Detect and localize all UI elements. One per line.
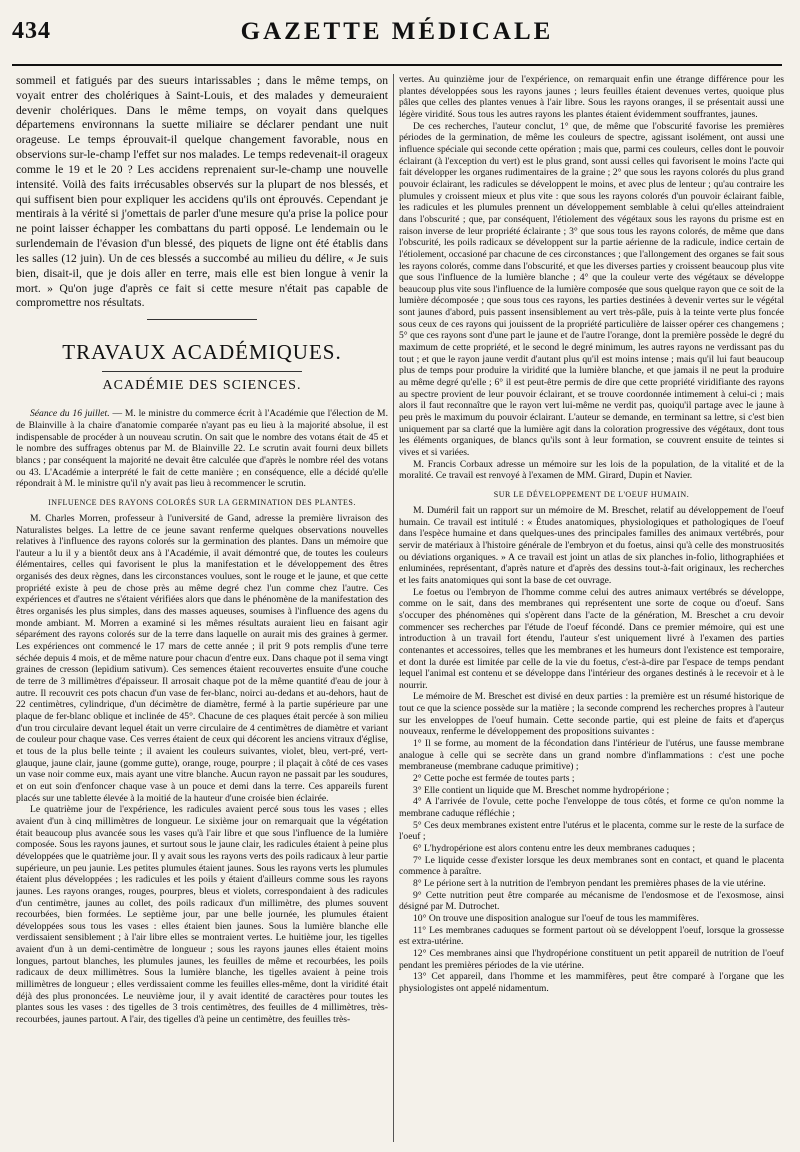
column-divider	[393, 74, 394, 1142]
continued-paragraph-right: vertes. Au quinzième jour de l'expérience, on remarquait enfin une étrange différence pour les plantes développées sous les rayons jaunes ; leurs feuilles étaient devenues vertes, quoique plus pâles que celles des plantes venues à l'air libre. Sous les rayons oranges, il se présentait aussi une légère viridité. Sous tous les autres rayons les plantes étaient évidemment souffrantes, jaunes.	[399, 74, 784, 120]
oeuf-title: SUR LE DÉVELOPPEMENT DE L'OEUF HUMAIN.	[493, 489, 690, 499]
morren-paragraph-1: M. Charles Morren, professeur à l'université de Gand, adresse la première livraison des Naturalistes belges. La lettre de ce jeune savant renferme quelques observations nouvelles relatives à l'influence des rayons colorés sur la germination des plantes. Dans un mémoire que l'auteur a lu il y a bientôt deux ans à l'Académie, il avait démontré que, de toutes les couleurs élémentaires, celles qui favorisent le plus la manifestation et le développement des êtres organisés des deux règnes, dans les circonstances voulues, sont le rouge et le jaune, et que cette propriété existe à peu de chose près au même degré chez l'un comme chez l'autre. Ces expériences et d'autres ne s'étaient vérifiées alors que dans le phénomène de la manifestation des êtres organisés les plus simples, dans des masses aqueuses, soumises à l'influence des agens du monde ambiant. M. Morren a examiné si les mêmes résultats auraient lieu en faisant agir séparément des rayons colorés sur de la terre dans laquelle on aurait mis des graines à germer. Les expériences ont commencé le 17 mars de cette année ; il prit 9 pots remplis d'une terre séchée depuis 4 mois, et de même nature pour chacun d'entre eux. Dans chaque pot il sema vingt graines de cresson (lepidium sativum). Ces semences étaient recouvertes ensuite d'une couche de terre de 3 millimètres d'épaisseur. Il arrosait chaque pot de la même quantité d'eau de jour à autre. Il recouvrit ces pots chacun d'un vase de fer-blanc, noirci au-dedans et au-dehors, haut de 22 centimètres, cylindrique, d'un décimètre de diamètre, fermé à la partie supérieure par une plaque de fer-blanc oblique et inclinée de 45°. Chacune de ces plaques était percée à son milieu d'un trou circulaire devant lequel était un verre circulaire de 4 centimètres de diamètre et variant de couleur pour chaque vase. Ces verres étaient de ceux qui décorent les anciens vitraux d'église, et tous de la plus belle teinte ; il avaient les couleurs suivantes, violet, bleu, vert-pré, vert-glauque, jaune clair, jaune (gomme gutte), orange, rouge, pourpre ; il plaçait à côté de ces vases un vase noir comme eux, mais ayant une vitre blanche. Aucun rayon ne passait par les soudures, et on eut soin d'enfoncer chaque vase à un pouce et demi dans la terre. Ces appareils furent placés sur une tablette élevée à la moitié de la hauteur d'une croisée bien éclairée.	[16, 512, 388, 804]
journal-title: GAZETTE MÉDICALE	[240, 18, 554, 45]
proposition-item: 4° A l'arrivée de l'ovule, cette poche l'enveloppe de tous côtés, et forme ce qu'on nomme la membrane caduque réfléchie ;	[399, 796, 784, 820]
corbaux-paragraph: M. Francis Corbaux adresse un mémoire sur les lois de la population, de la vitalité et de la moralité. Ce travail est renvoyé à l'examen de MM. Girard, Dupin et Navier.	[399, 458, 784, 482]
header-rule	[12, 64, 782, 66]
right-column	[399, 74, 784, 1142]
seance-paragraph	[16, 408, 388, 490]
proposition-item: 9° Cette nutrition peut être comparée au mécanisme de l'endosmose et de l'exosmose, ainsi désigné par M. Dutrochet.	[399, 889, 784, 913]
separator-rule	[147, 319, 257, 320]
proposition-item: 6° L'hydropérione est alors contenu entre les deux membranes caduques ;	[413, 843, 696, 854]
proposition-item: 3° Elle contient un liquide que M. Breschet nomme hydropérione ;	[413, 784, 670, 796]
influence-title: INFLUENCE DES RAYONS COLORÉS SUR LA GERMINATION DES PLANTES.	[48, 497, 356, 507]
left-column	[16, 74, 388, 1142]
proposition-item: 13° Cet appareil, dans l'homme et les mammifères, peut être comparé à l'organe que les physiologistes ont appelé nidamentum.	[399, 971, 784, 994]
section-title: TRAVAUX ACADÉMIQUES.	[62, 340, 342, 365]
proposition-item: 12° Ces membranes ainsi que l'hydropérione constituent un petit appareil de nutrition de l'oeuf pendant les premières périodes de la vie utérine.	[399, 947, 784, 971]
section-underline	[102, 371, 302, 372]
memoire-paragraph: Le mémoire de M. Breschet est divisé en deux parties : la première est un résumé historique de tout ce que la science possède sur la matière ; la seconde comprend les recherches propres à l'auteur sur les enveloppes de l'oeuf humain. Cette seconde partie, qui est pleine de faits et d'aperçus nouveaux, renferme le développement des propositions suivantes :	[399, 691, 784, 738]
conclusions-paragraph: De ces recherches, l'auteur conclut, 1° que, de même que l'obscurité favorise les premières périodes de la germination, de même les couleurs de spectre, agissant isolément, ont aussi une influence spéciale qui seconde cette opération ; mais que, parmi ces couleurs, celles dont le pouvoir éclairant (à l'exception du vert) est le plus grand, sont aussi celles qui favorisent le moins l'acte qui fait développer les organes rudimentaires de la graine ; 2° que sous les rayons colorés du plus grand pouvoir éclairant, les radicules se développent le moins, et avec plus de lenteur ; qu'au contraire les plumules y croissent mieux et plus vite : que sous les rayons colorés d'un pouvoir éclairant faible, les radicules et les plumules prennent un développement semblable à celui qu'elles atteindraient dans l'obscurité ; que, par conséquent, l'étiolement des végétaux sous les rayons du prisme est en raison inverse de leur propriété éclairante ; 3° que sous tous les rayons colorés, de même que dans l'obscurité, les poils radicaux se développent sur la partie aérienne de la radicule, indice certain de l'étiolement, occasioné par chacune de ces circonstances ; que l'allongement des organes se fait sous les rayons colorés, comme dans l'obscurité, et que les diverses parties y croissent beaucoup plus vite que sous l'influence de la lumière blanche ; 4° que la couleur verte des végétaux se développe beaucoup plus vite sous l'influence de la lumière composée que sous quelque rayon que ce soit de la lumière décomposée ; que sous tous ces rayons, les parties destinées à devenir vertes sur le végétal sont jaunes d'abord, puis passent insensiblement au vert très-pâle, puis à la teinte verte plus foncée sous ceux de ces rayons qui jouissent de la propriété particulière de laisser opérer ces changemens ; 5° que ces rayons sont d'une part le jaune et de l'autre l'orange, dont la première possède le degré du maximum de cette propriété, et le second le degré minimum, les autres rayons ne verdissant pas du tout ; et que le rayon jaune verdit d'autant plus qu'il est moins intense ; mais qu'il lui faut beaucoup plus de temps pour produire la viridité que la lumière blanche, et que jamais il ne peut la produire au même degré qu'elle ; 6° il est peut-être permis de dire que cette propriété viridifiante des rayons au spectre provient de leur pouvoir éclairant, et se trouve coordonnée intimement à celui-ci ; mais alors il faut reconnaître que le rayon vert lui-même ne verdit pas, quoiqu'il partage avec le jaune à peu près le maximum du pouvoir éclairant. L'auteur se demande, en terminant sa lettre, si c'est bien uniquement par sa clarté que la lumière agit dans la coloration progressive des végétaux, dont tous les éléments organiques, de blancs qu'ils sont à leur formation, se couvrent ensuite de teintes si vives et si variées.	[399, 120, 784, 458]
dumeril-paragraph: M. Duméril fait un rapport sur un mémoire de M. Breschet, relatif au développement de l'oeuf humain. Ce travail est intitulé : « Études anatomiques, physiologiques et pathologiques de l'oeuf dans l'espèce humaine et dans quelques-unes des principales familles des animaux vertébrés, pour servir de matériaux à l'histoire générale de l'embryon et du foetus, ainsi qu'à celle des monstruosités ou déviations organiques. » A ce travail est joint un atlas de six planches in-folio, lithographiées et enluminées, représentant, d'après nature et d'après des dessins tout-à-fait originaux, les recherches et les faits anatomiques qui sont la base de cet ouvrage.	[399, 504, 784, 586]
seance-text: — M. le ministre du commerce écrit à l'Académie que l'élection de M. de Blainville à la chaire d'anatomie comparée n'ayant pas eu lieu à la majorité absolue, il est indispensable de procéder à un nouveau scrutin. On sait que le nombre des votans était de 45 et le nombre des suffrages obtenus par M. de Blainville 22. Le scrutin avait fourni deux billets blancs ; par conséquent la majorité ne devait être calculée que d'après le nombre réel des votans ou 43. L'Académie a interprété le fait de cette manière ; en conséquence, elle a décidé qu'elle répondrait à M. le ministre qu'il n'y avait pas lieu à recommencer le scrutin.	[16, 408, 388, 490]
proposition-item: 5° Ces deux membranes existent entre l'utérus et le placenta, comme sur le reste de la surface de l'oeuf ;	[399, 819, 784, 843]
propositions-list	[399, 738, 784, 994]
page-header	[12, 18, 782, 58]
page-number: 434	[12, 18, 51, 44]
section-subtitle: ACADÉMIE DES SCIENCES.	[102, 378, 302, 394]
continued-paragraph: sommeil et fatigués par des sueurs intarissables ; dans le même temps, on voyait entrer des cholériques à Saint-Louis, et des malades y demeuraient devenir cholériques. Dans le même temps, on voyait dans quelques départemens environnans la suette miliaire se déclarer pendant une nuit orageuse. Le temps éprouvait-il quelque changement favorable, nous en observions sur-le-champ l'effet sur nos malades. Le temps redevenait-il orageux comme le 19 et le 20 ? Les accidens reprenaient sur-le-champ une nouvelle intensité. Voilà des faits irrécusables observés sur la plupart de nos blessés, et qui suffisent bien pour expliquer les accidens qu'ils ont éprouvés. Cependant je mentirais à la vérité si j'omettais de parler d'une mesure qu'a prise la police pour ne point laisser échapper les combattans du parti opposé. Le lendemain ou le surlendemain de l'évasion d'un blessé, des piquets de ligne ont été établis dans les salles (12 juin). Un de ces blessés a succombé au milieu du délire, « Je suis bien, disait-il, que je dois aller en terre, mais elle est bien longue à venir la mort. » Qu'on juge d'après ce fait si cette mesure n'était pas capable de compromettre nos résultats.	[16, 74, 388, 310]
foetus-paragraph: Le foetus ou l'embryon de l'homme comme celui des autres animaux vertébrés se développe, comme on le sait, dans des membranes qui représentent une sorte de coque ou d'oeuf. Sans s'occuper des phénomènes qui s'opèrent dans l'acte de la génération, M. Breschet a cru devoir commencer ses recherches par l'étude de l'oeuf fécondé. Dans ce premier mémoire, qui est une introduction à un travail fort étendu, l'auteur s'est uniquement livré à l'examen des parties contenantes et accessoires, telles que les membranes et les humeurs dont l'existence est temporaire, et dont la durée est limitée par celle de la vie du foetus, c'est-à-dire par l'espace de temps pendant lequel l'animal est contenu et se développe dans l'intérieur des organes destinés à le recevoir et à le nourrir.	[399, 586, 784, 691]
proposition-item: 1° Il se forme, au moment de la fécondation dans l'intérieur de l'utérus, une fausse membrane analogue à celle qui se secrète dans un grand nombre d'inflammations : c'est une poche membraneuse (membrane caduque primitive) ;	[399, 738, 784, 773]
proposition-item: 2° Cette poche est fermée de toutes parts ;	[413, 773, 575, 785]
proposition-item: 8° Le périone sert à la nutrition de l'embryon pendant les premières phases de la vie utérine.	[413, 877, 766, 889]
proposition-item: 11° Les membranes caduques se forment partout où se développent l'oeuf, lorsque la grossesse est extra-utérine.	[399, 924, 784, 948]
proposition-item: 7° Le liquide cesse d'exister lorsque les deux membranes sont en contact, et quand le placenta commence à paraître.	[399, 854, 784, 878]
proposition-item: 10° On trouve une disposition analogue sur l'oeuf de tous les mammifères.	[413, 912, 699, 924]
seance-lead: Séance du 16 juillet.	[30, 408, 110, 420]
morren-paragraph-2: Le quatrième jour de l'expérience, les radicules avaient percé sous tous les vases ; elles avaient d'un à cinq millimètres de longueur. Le sixième jour on remarquait que la végétation était beaucoup plus avancée sous les vases qu'à l'air libre et que sous l'influence de la lumière composée. Sous les rayons jaunes, et surtout sous le jaune clair, les radicules étaient à peine plus développées que le quatrième jour. Il y avait sous les rayons verts des poils radicaux à leur partie supérieure, un peu jaunie. Les petites plumules étaient jaunes. Sous les rayons verts les plumules étaient plus développées ; les radicules et les poils y étaient d'ailleurs comme sous les rayons jaunes. Les rayons oranges, rouges, pourpres, bleus et violets, correspondaient à des radicules d'un centimètre, jaunes au collet, des poils radicaux d'un millimètre, des plumes souvent recourbées, bien formées. Le septième jour, par une belle journée, les plumules étaient développées sous tous les vases : elles étaient bien jaunes. Sous la lumière blanche elle verdissaient sensiblement ; à l'air libre elles se montraient vertes. Le huitième jour, les tigelles avaient d'un à un demi-centimètre de longueur ; sous les rayons jaunes elles étaient moins longues, partout blanches, les plumules jaunes, les feuilles de même et recourbées, les poils radicaux de deux millimètres. Sous la lumière blanche, les tigelles avaient à peine trois millimètres de longueur ; elles verdissaient comme les feuilles elles-même, dont la viridité était déjà des plus prononcées. Le neuvième jour, il y avait identité de caractères pour toutes les plantes sous les vases : des tigelles de 3 trois centimètres, des feuilles de 4 millimètres, très-recourbées, jaunes partout. A l'air, des tigelles d'à peine un centimètre, des feuilles très-	[16, 804, 388, 1026]
